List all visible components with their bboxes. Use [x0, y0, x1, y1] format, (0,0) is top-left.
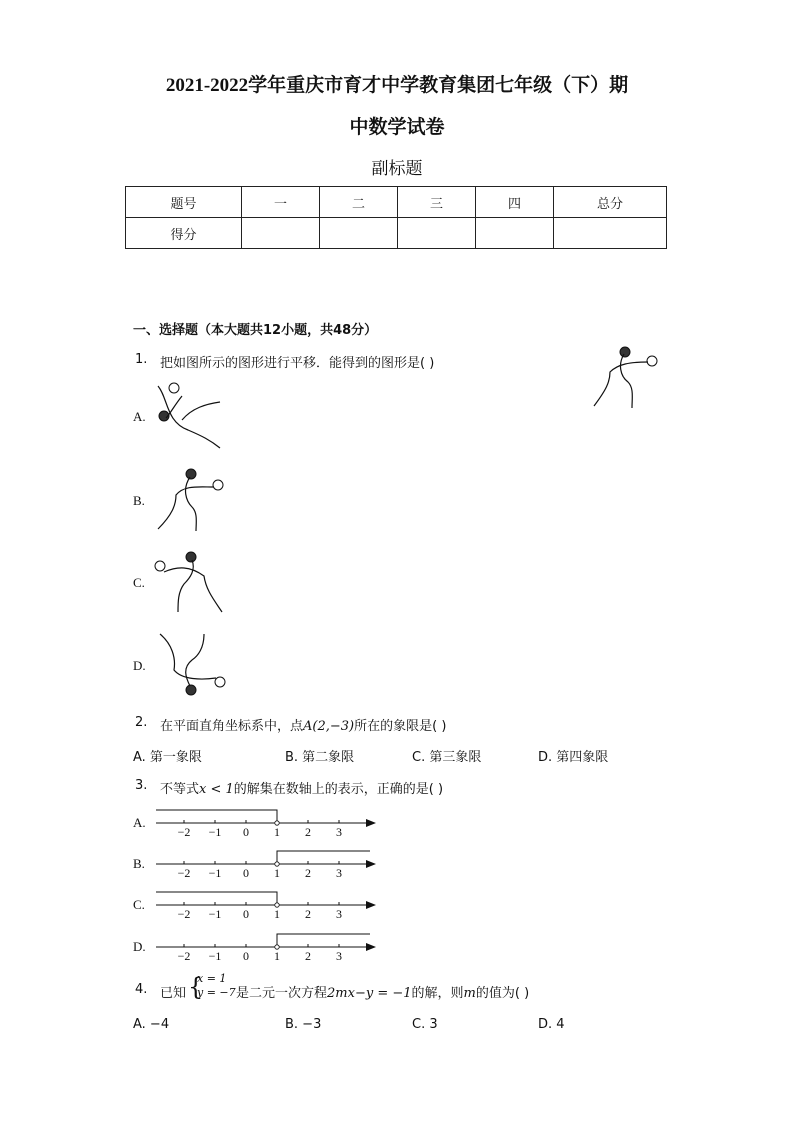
section-heading: 一、选择题（本大题共12小题，共48分） [133, 323, 378, 338]
score-row-label: 得分 [126, 218, 242, 249]
number-line-tick-label: 2 [305, 949, 311, 963]
score-header-cell: 二 [320, 187, 398, 218]
question-1-text: 把如图所示的图形进行平移．能得到的图形是( ) [160, 356, 435, 371]
q4-text-post: 的值为( ) [475, 986, 530, 1001]
number-line-tick-label: 2 [305, 907, 311, 921]
number-line-tick-label: 1 [274, 907, 280, 921]
number-line-tick-label: −2 [177, 949, 191, 963]
question-3-text [160, 778, 443, 797]
number-line-tick-label: −1 [208, 825, 222, 839]
q3-option-d-label: D. [133, 939, 146, 954]
score-cell [554, 218, 667, 249]
score-header-cell: 总分 [554, 187, 667, 218]
q1-option-c-figure [148, 548, 228, 616]
open-circle-marker [275, 903, 279, 907]
question-4-number: 4. [135, 982, 148, 997]
q3-inequality: x < 1 [199, 782, 234, 797]
number-line-tick-label: 3 [336, 866, 342, 880]
q4-option-a: A. −4 [133, 1017, 170, 1032]
q4-option-d: D. 4 [538, 1017, 565, 1032]
q4-option-b: B. −3 [285, 1017, 322, 1032]
score-table [125, 186, 667, 249]
number-line-tick-label: 0 [243, 907, 249, 921]
question-2-number: 2. [135, 715, 148, 730]
q4-variable: m [463, 986, 476, 1001]
number-line-tick-label: 2 [305, 866, 311, 880]
q3-option-d-number-line [150, 929, 380, 963]
q4-text-rest [236, 982, 529, 1001]
solution-set-bracket [277, 934, 370, 947]
score-header-cell: 题号 [126, 187, 242, 218]
question-2-text [160, 715, 446, 734]
q3-option-b-number-line [150, 846, 380, 880]
q4-system-line2: y = −7 [197, 986, 236, 999]
number-line-tick-label: 0 [243, 825, 249, 839]
q2-option-a: A. 第一象限 [133, 750, 202, 765]
number-line-tick-label: 0 [243, 949, 249, 963]
score-header-cell: 四 [476, 187, 554, 218]
q1-option-a-label: A. [133, 409, 146, 424]
score-header-cell: 一 [242, 187, 320, 218]
exam-title-line1: 2021-2022学年重庆市育才中学教育集团七年级（下）期 [165, 75, 629, 96]
exam-title-line2: 中数学试卷 [349, 117, 445, 138]
q3-option-a-label: A. [133, 815, 146, 830]
q3-option-c-number-line [150, 887, 380, 921]
q1-option-a-figure [152, 378, 227, 450]
q3-option-b-label: B. [133, 856, 145, 871]
q3-option-a-number-line [150, 805, 380, 839]
open-circle-marker [275, 862, 279, 866]
q1-option-d-label: D. [133, 658, 146, 673]
number-line-tick-label: 1 [274, 866, 280, 880]
q1-option-c-label: C. [133, 575, 145, 590]
score-table-score-row [126, 218, 667, 249]
number-line-tick-label: −1 [208, 949, 222, 963]
solution-set-bracket [156, 810, 277, 823]
number-line-tick-label: 1 [274, 949, 280, 963]
number-line-arrowhead [366, 819, 376, 827]
solution-set-bracket [156, 892, 277, 905]
number-line-tick-label: 1 [274, 825, 280, 839]
reference-figure [588, 342, 660, 412]
question-3-number: 3. [135, 778, 148, 793]
q2-text-pre: 在平面直角坐标系中，点 [160, 719, 304, 734]
score-header-cell: 三 [398, 187, 476, 218]
q1-option-d-figure [152, 630, 227, 698]
open-circle-marker [275, 945, 279, 949]
q4-system-line1: x = 1 [197, 972, 227, 985]
q3-option-c-label: C. [133, 897, 145, 912]
solution-set-bracket [277, 851, 370, 864]
number-line-arrowhead [366, 901, 376, 909]
number-line-tick-label: −1 [208, 907, 222, 921]
q1-option-b-label: B. [133, 493, 145, 508]
exam-subtitle: 副标题 [371, 159, 423, 179]
number-line-tick-label: 2 [305, 825, 311, 839]
q2-option-c: C. 第三象限 [412, 750, 482, 765]
score-cell [398, 218, 476, 249]
score-cell [476, 218, 554, 249]
q3-text-pre: 不等式 [160, 782, 200, 797]
q4-text-mid: 是二元一次方程 [236, 986, 328, 1001]
question-1-number: 1. [135, 352, 148, 367]
q2-option-b: B. 第二象限 [285, 750, 355, 765]
q2-option-d: D. 第四象限 [538, 750, 609, 765]
number-line-tick-label: −2 [177, 825, 191, 839]
number-line-tick-label: 3 [336, 825, 342, 839]
number-line-tick-label: −2 [177, 907, 191, 921]
number-line-arrowhead [366, 943, 376, 951]
q3-text-post: 的解集在数轴上的表示，正确的是( ) [233, 782, 444, 797]
number-line-tick-label: 0 [243, 866, 249, 880]
score-table-header-row [126, 187, 667, 218]
number-line-tick-label: 3 [336, 949, 342, 963]
q2-point: A(2,−3) [303, 719, 355, 734]
open-circle-marker [275, 821, 279, 825]
score-cell [320, 218, 398, 249]
score-cell [242, 218, 320, 249]
q1-option-b-figure [152, 465, 227, 533]
number-line-tick-label: −2 [177, 866, 191, 880]
q4-option-c: C. 3 [412, 1017, 438, 1032]
number-line-arrowhead [366, 860, 376, 868]
number-line-tick-label: 3 [336, 907, 342, 921]
q4-system-brace: { [188, 973, 204, 1001]
q4-equation: 2mx−y = −1 [327, 986, 412, 1001]
q4-text-pre: 已知 [160, 986, 187, 1001]
q2-text-post: 所在的象限是( ) [354, 719, 447, 734]
number-line-tick-label: −1 [208, 866, 222, 880]
q4-text-mid2: 的解，则 [411, 986, 464, 1001]
